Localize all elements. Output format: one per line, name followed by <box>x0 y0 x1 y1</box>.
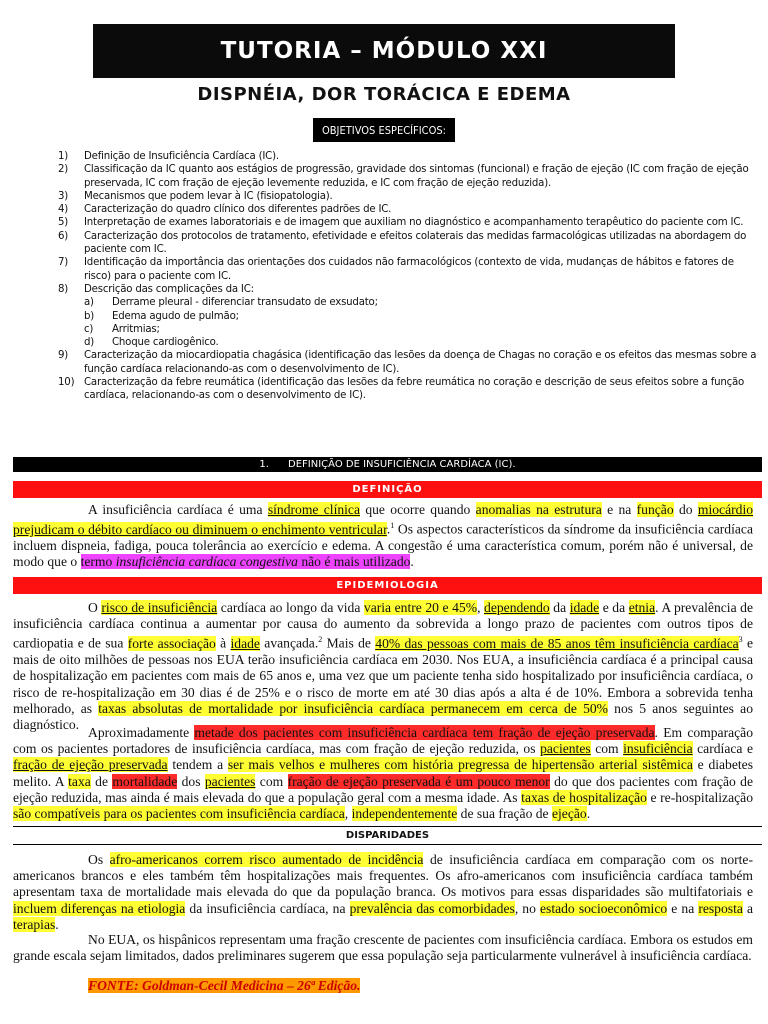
sub-list-item <box>84 296 758 309</box>
list-text: Caracterização da febre reumática (identificação das lesões da febre reumática no coração e descrição de seus efeitos sobre a função cardíaca, relacionando-as com o desenvolvimento de IC). <box>84 377 745 402</box>
sub-list-item <box>84 323 758 336</box>
list-number: 4) <box>58 204 69 216</box>
list-number: 10) <box>58 377 75 389</box>
list-item <box>58 163 758 190</box>
disparidades-paragraph-2: No EUA, os hispânicos representam uma fração crescente de pacientes com insuficiência cardíaca. Embora os estudos em grande escala sejam limitados, dados preliminares sugerem que essa população seja particularmente vulnerável à insuficiência cardíaca. <box>13 932 753 964</box>
epidemiologia-paragraph-1: O risco de insuficiência cardíaca ao longo da vida varia entre 20 e 45%, dependendo da idade e da etnia. A prevalência de insuficiência cardíaca continua a aumentar por causa do aumento da sobrevida a longo prazo de pacientes com outros tipos de cardiopatia e de sua forte associação à idade avançada.$^2$ Mais de 40% das pessoas com mais de 85 anos têm insuficiência cardíaca$^3$ e mais de oito milhões de pessoas nos EUA terão insuficiência cardíaca em 2030. Nos EUA, a insuficiência cardíaca é a principal causa de hospitalização em pacientes com mais de 65 anos e, uma vez que um paciente tenha sido hospitalizado por insuficiência cardíaca, o risco de re-hospitalização em 30 dias é de 25% e o risco de morte em até 30 dias após a alta é de 10%. Embora a sobrevida tenha melhorado, as taxas absolutas de mortalidade por insuficiência cardíaca permanecem em cerca de 50% nos 5 anos seguintes ao diagnóstico. <box>13 600 754 732</box>
list-text: Mecanismos que podem levar à IC (fisiopatologia). <box>84 190 333 202</box>
objectives-label: OBJETIVOS ESPECÍFICOS: <box>313 118 455 142</box>
disparidades-paragraph-1: Os afro-americanos correm risco aumentado de incidência de insuficiência cardíaca em comparação com os norte-americanos brancos e eles também têm hospitalizações mais frequentes. Os afro-americanos com insuficiência cardíaca também apresentam taxa de mortalidade mais elevada do que da população branca. Os motivos para essas disparidades são multifatoriais e incluem diferenças na etiologia da insuficiência cardíaca, na prevalência das comorbidades, no estado socioeconômico e na resposta a terapias. <box>13 852 754 932</box>
definicao-heading: DEFINIÇÃO <box>13 481 762 498</box>
disparidades-heading: DISPARIDADES <box>13 826 762 845</box>
source-citation <box>13 978 753 994</box>
list-number: 7) <box>58 257 69 269</box>
list-text: Caracterização da miocardiopatia chagásica (identificação das lesões da doença de Chagas no coração e os efeitos das mesmas sobre a função cardíaca relacionando-as com o desenvolvimento de IC). <box>84 350 757 375</box>
page-subtitle: DISPNÉIA, DOR TORÁCICA E EDEMA <box>197 84 571 105</box>
list-number: d) <box>84 337 95 349</box>
list-item <box>58 216 758 229</box>
list-number: a) <box>84 297 94 309</box>
list-number: 2) <box>58 164 69 176</box>
list-text: Caracterização do quadro clínico dos diferentes padrões de IC. <box>84 204 392 216</box>
list-text: Identificação da importância das orientações dos cuidados não farmacológicos (contexto de vida, mudanças de hábitos e fatores de risco) para o paciente com IC. <box>84 257 734 282</box>
list-text: Descrição das complicações da IC: <box>84 283 254 295</box>
list-item <box>58 349 758 376</box>
list-number: 3) <box>58 190 69 202</box>
list-number: 9) <box>58 350 69 362</box>
list-number: b) <box>84 310 95 322</box>
list-number: 5) <box>58 217 69 229</box>
page-title: TUTORIA – MÓDULO XXI <box>93 24 675 78</box>
list-item <box>58 256 758 283</box>
list-number: 8) <box>58 283 69 295</box>
list-number: c) <box>84 323 94 335</box>
epidemiologia-paragraph-2: Aproximadamente metade dos pacientes com insuficiência cardíaca tem fração de ejeção preservada. Em comparação com os pacientes portadores de insuficiência cardíaca, mas com fração de ejeção reduzida, os pacientes com insuficiência cardíaca e fração de ejeção preservada tendem a ser mais velhos e mulheres com história pregressa de hipertensão arterial sistêmica e diabetes melito. A taxa de mortalidade dos pacientes com fração de ejeção preservada é um pouco menor do que dos pacientes com fração de ejeção reduzida, mas ainda é mais elevada do que a população geral com a mesma idade. As taxas de hospitalização e re-hospitalização são compatíveis para os pacientes com insuficiência cardíaca, independentemente de sua fração de ejeção. <box>13 725 754 822</box>
list-item <box>58 283 758 296</box>
list-text: Caracterização dos protocolos de tratamento, efetividade e efeitos colaterais das medidas farmacológicas utilizadas na abordagem do paciente com IC. <box>84 230 747 256</box>
list-item <box>58 376 758 403</box>
epidemiologia-heading: EPIDEMIOLOGIA <box>13 577 762 594</box>
section-heading: 1. DEFINIÇÃO DE INSUFICIÊNCIA CARDÍACA (IC). <box>13 457 762 472</box>
list-number: 6) <box>58 230 69 242</box>
list-item <box>58 150 758 163</box>
objectives-list <box>58 150 758 403</box>
list-text: Derrame pleural - diferenciar transudato de exsudato; <box>112 297 378 309</box>
list-number: 1) <box>58 151 69 162</box>
list-item <box>58 190 758 203</box>
list-text: Interpretação de exames laboratoriais e de imagem que auxiliam no diagnóstico e acompanhamento terapêutico do paciente com IC. <box>84 217 744 229</box>
list-text: Choque cardiogênico. <box>112 337 219 349</box>
list-text: Arritmias; <box>112 323 160 335</box>
list-item <box>58 203 758 216</box>
list-text: Edema agudo de pulmão; <box>112 310 239 322</box>
list-text: Classificação da IC quanto aos estágios de progressão, gravidade dos sintomas (funcional) e fração de ejeção (IC com fração de ejeção preservada, IC com fração de ejeção levemente reduzida, e IC com fração de ejeção reduzida). <box>84 164 749 189</box>
sub-list-item <box>84 310 758 323</box>
sub-list-item <box>84 336 758 349</box>
definicao-paragraph: A insuficiência cardíaca é uma síndrome clínica que ocorre quando anomalias na estrutura e na função do miocárdio prejudicam o débito cardíaco ou diminuem o enchimento ventricular.$^1$ Os aspectos característicos da síndrome da insuficiência cardíaca incluem dispneia, fadiga, pouca tolerância ao exercício e edema. A congestão é uma característica comum, porém não é universal, de modo que o termo insuficiência cardíaca congestiva não é mais utilizado. <box>13 502 754 570</box>
list-text: Definição de Insuficiência Cardíaca (IC). <box>84 151 279 162</box>
fonte-label: FONTE: Goldman-Cecil Medicina – 26ª Edição. <box>88 978 361 993</box>
list-item <box>58 230 758 257</box>
